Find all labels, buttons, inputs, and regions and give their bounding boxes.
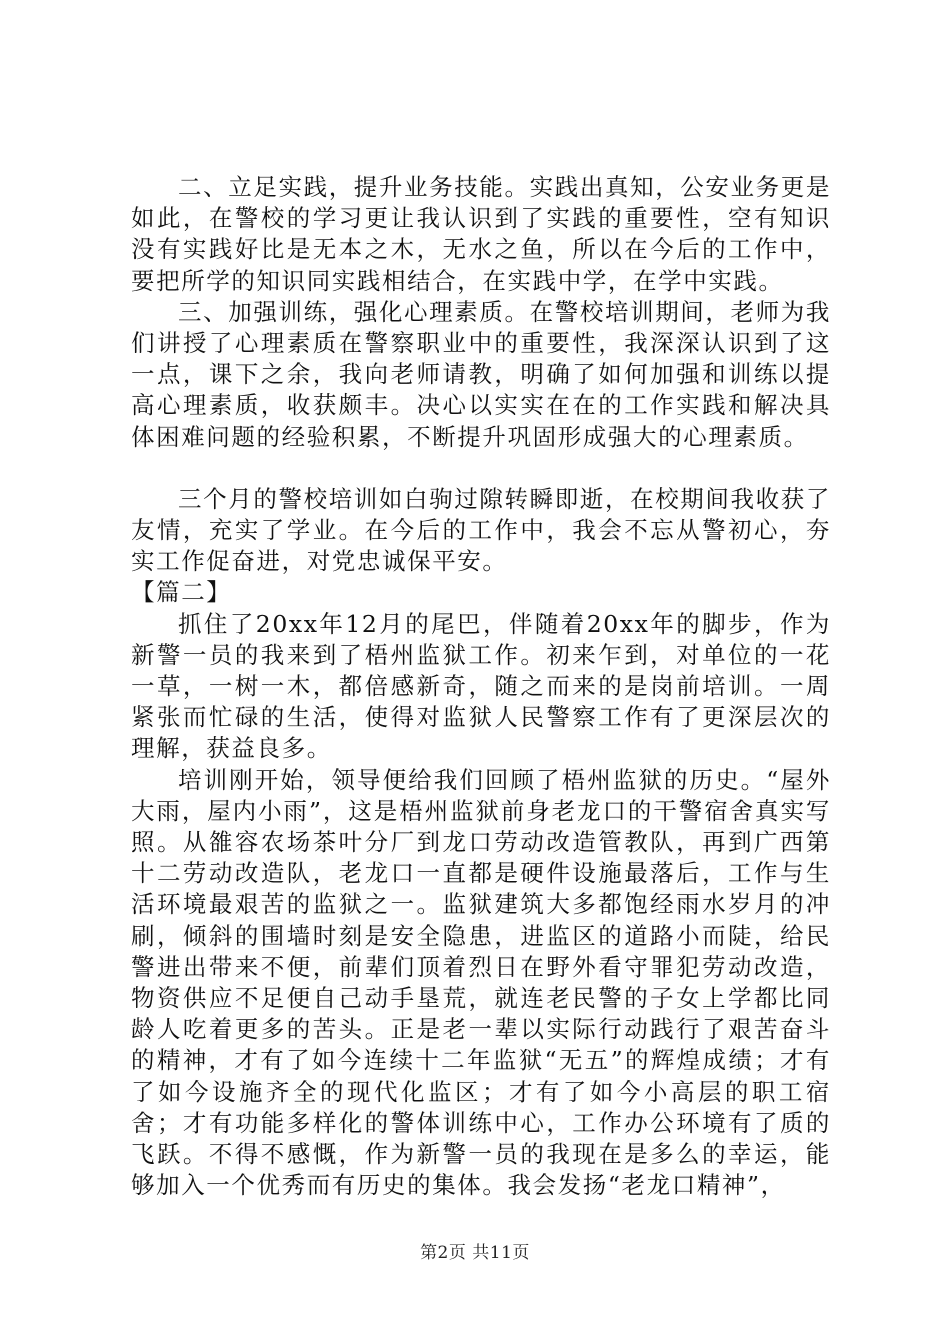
paragraph-history: 培训刚开始，领导便给我们回顾了梧州监狱的历史。“屋外大雨，屋内小雨”，这是梧州监狱前身老龙口的干警宿舍真实写照。从雒容农场茶叶分厂到龙口劳动改造管教队，再到广西第十二劳动改造队，老龙口一直都是硬件设施最落后，工作与生活环境最艰苦的监狱之一。监狱建筑大多都饱经雨水岁月的冲刷，倾斜的围墙时刻是安全隐患，进监区的道路小而陡，给民警进出带来不便，前辈们顶着烈日在野外看守罪犯劳动改造，物资供应不足便自己动手垦荒，就连老民警的子女上学都比同龄人吃着更多的苦头。正是老一辈以实际行动践行了艰苦奋斗的精神，才有了如今连续十二年监狱“无五”的辉煌成绩；才有了如今设施齐全的现代化监区；才有了如今小高层的职工宿舍；才有功能多样化的警体训练中心，工作办公环境有了质的飞跃。不得不感慨，作为新警一员的我现在是多么的幸运，能够加入一个优秀而有历史的集体。我会发扬“老龙口精神”， [131, 765, 831, 1200]
paragraph-practice: 二、立足实践，提升业务技能。实践出真知，公安业务更是如此，在警校的学习更让我认识到了实践的重要性，空有知识没有实践好比是无本之木，无水之鱼，所以在今后的工作中，要把所学的知识同实践相结合，在实践中学，在学中实践。 [131, 173, 831, 295]
page-number-footer: 第2页 共11页 [420, 1243, 530, 1263]
document-body [131, 172, 831, 1202]
paragraph-summary: 三个月的警校培训如白驹过隙转瞬即逝，在校期间我收获了友情，充实了学业。在今后的工作中，我会不忘从警初心，夯实工作促奋进，对党忠诚保平安。 [131, 484, 831, 576]
paragraph-arrival: 抓住了20xx年12月的尾巴，伴随着20xx年的脚步，作为新警一员的我来到了梧州监狱工作。初来乍到，对单位的一花一草，一树一木，都倍感新奇，随之而来的是岗前培训。一周紧张而忙碌的生活，使得对监狱人民警察工作有了更深层次的理解，获益良多。 [131, 609, 831, 763]
paragraph-spacer [131, 453, 831, 484]
paragraph-training: 三、加强训练，强化心理素质。在警校培训期间，老师为我们讲授了心理素质在警察职业中的重要性，我深深认识到了这一点，课下之余，我向老师请教，明确了如何加强和训练以提高心理素质，收获颇丰。决心以实实在在的工作实践和解决具体困难问题的经验积累，不断提升巩固形成强大的心理素质。 [131, 297, 831, 451]
section-heading-part-two: 【篇二】 [131, 578, 232, 607]
